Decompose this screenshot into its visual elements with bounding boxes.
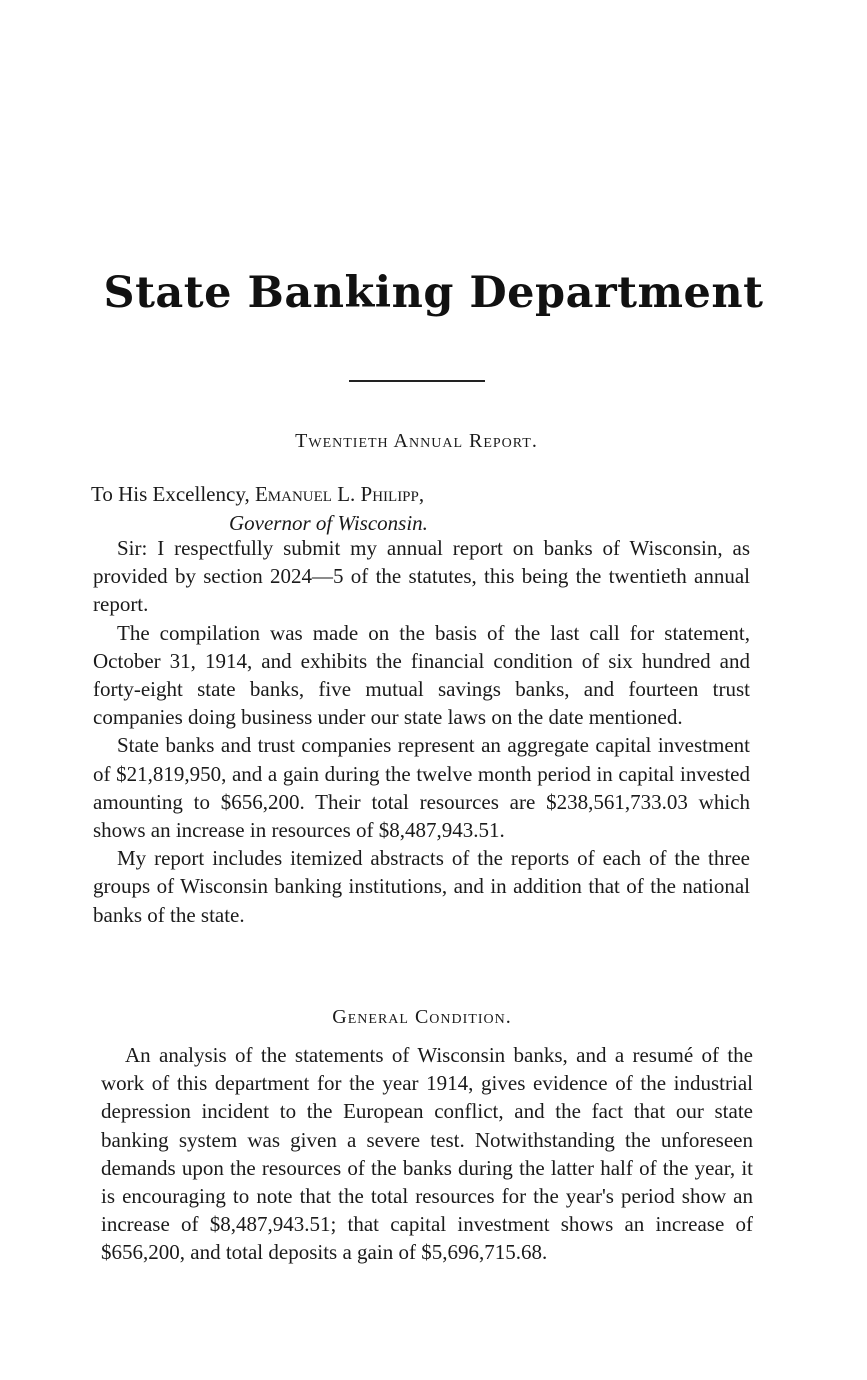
- paragraph: Sir: I respectfully submit my annual report on banks of Wisconsin, as provided by section 2024—5 of the statutes, this being the twentieth annual report.: [93, 536, 750, 617]
- report-body: [93, 534, 750, 929]
- general-condition-body: [101, 1041, 753, 1267]
- section-heading: General Condition.: [332, 1006, 512, 1028]
- title-divider: [349, 380, 485, 382]
- paragraph: My report includes itemized abstracts of the reports of each of the three groups of Wisconsin banking institutions, and in addition that of the national banks of the state.: [93, 846, 750, 927]
- salutation-office: Governor of Wisconsin.: [229, 511, 428, 535]
- report-heading: Twentieth Annual Report.: [295, 430, 538, 452]
- page-title: State Banking Department: [103, 268, 764, 318]
- salutation-name: Emanuel L. Philipp,: [254, 482, 425, 506]
- salutation-prefix: To His Excellency,: [91, 482, 255, 506]
- paragraph: An analysis of the statements of Wisconsin banks, and a resumé of the work of this department for the year 1914, gives evidence of the industrial depression incident to the European conflict, and the fact that our state banking system was given a severe test. Notwithstanding the unforeseen demands upon the resources of the banks during the latter half of the year, it is encouraging to note that the total resources for the year's period show an increase of $8,487,943.51; that capital investment shows an increase of $656,200, and total deposits a gain of $5,696,715.68.: [101, 1043, 753, 1265]
- salutation: [91, 480, 751, 538]
- paragraph: State banks and trust companies represent an aggregate capital investment of $21,819,950, and a gain during the twelve month period in capital invested amounting to $656,200. Their total resources are $238,561,733.03 which shows an increase in resources of $8,487,943.51.: [93, 733, 750, 843]
- paragraph: The compilation was made on the basis of the last call for statement, October 31, 1914, and exhibits the financial condition of six hundred and forty-eight state banks, five mutual savings banks, and fourteen trust companies doing business under our state laws on the date mentioned.: [93, 620, 750, 730]
